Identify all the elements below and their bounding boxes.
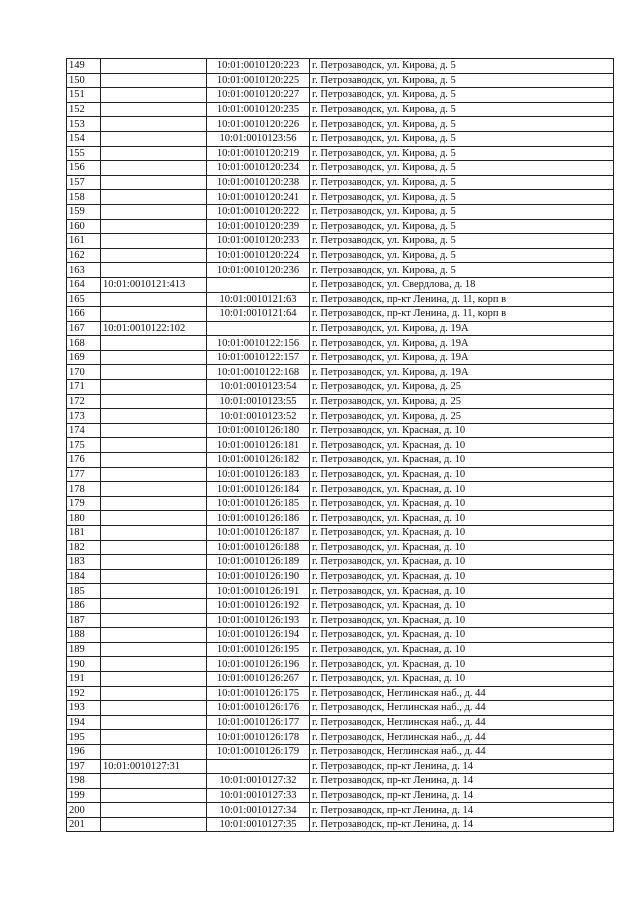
table-row bbox=[67, 59, 614, 74]
parent-cadastral-number-cell bbox=[101, 715, 207, 730]
table-row bbox=[67, 817, 614, 832]
table-row bbox=[67, 350, 614, 365]
row-number-cell: 186 bbox=[67, 598, 101, 613]
cadastral-number-cell: 10:01:0010123:54 bbox=[207, 380, 310, 395]
parent-cadastral-number-cell bbox=[101, 671, 207, 686]
address-cell: г. Петрозаводск, ул. Кирова, д. 25 bbox=[310, 409, 614, 424]
parent-cadastral-number-cell bbox=[101, 817, 207, 832]
cadastral-number-cell: 10:01:0010123:55 bbox=[207, 394, 310, 409]
cadastral-number-cell: 10:01:0010127:34 bbox=[207, 803, 310, 818]
table-row bbox=[67, 496, 614, 511]
cadastral-number-cell: 10:01:0010122:157 bbox=[207, 350, 310, 365]
row-number-cell: 154 bbox=[67, 131, 101, 146]
cadastral-number-cell: 10:01:0010126:180 bbox=[207, 423, 310, 438]
parent-cadastral-number-cell bbox=[101, 59, 207, 74]
table-row bbox=[67, 102, 614, 117]
parent-cadastral-number-cell bbox=[101, 336, 207, 351]
row-number-cell: 183 bbox=[67, 555, 101, 570]
parent-cadastral-number-cell bbox=[101, 613, 207, 628]
address-cell: г. Петрозаводск, ул. Кирова, д. 5 bbox=[310, 102, 614, 117]
address-cell: г. Петрозаводск, ул. Свердлова, д. 18 bbox=[310, 277, 614, 292]
cadastral-number-cell: 10:01:0010126:193 bbox=[207, 613, 310, 628]
cadastral-number-cell bbox=[207, 321, 310, 336]
parent-cadastral-number-cell bbox=[101, 598, 207, 613]
address-cell: г. Петрозаводск, пр-кт Ленина, д. 14 bbox=[310, 774, 614, 789]
cadastral-number-cell: 10:01:0010120:234 bbox=[207, 161, 310, 176]
row-number-cell: 164 bbox=[67, 277, 101, 292]
address-cell: г. Петрозаводск, ул. Кирова, д. 19А bbox=[310, 336, 614, 351]
cadastral-number-cell: 10:01:0010127:33 bbox=[207, 788, 310, 803]
table-row bbox=[67, 598, 614, 613]
table-row bbox=[67, 715, 614, 730]
parent-cadastral-number-cell bbox=[101, 409, 207, 424]
address-cell: г. Петрозаводск, ул. Кирова, д. 25 bbox=[310, 380, 614, 395]
address-cell: г. Петрозаводск, ул. Красная, д. 10 bbox=[310, 642, 614, 657]
row-number-cell: 199 bbox=[67, 788, 101, 803]
row-number-cell: 151 bbox=[67, 88, 101, 103]
parent-cadastral-number-cell: 10:01:0010122:102 bbox=[101, 321, 207, 336]
row-number-cell: 174 bbox=[67, 423, 101, 438]
table-row bbox=[67, 88, 614, 103]
address-cell: г. Петрозаводск, ул. Кирова, д. 5 bbox=[310, 234, 614, 249]
cadastral-number-cell: 10:01:0010126:188 bbox=[207, 540, 310, 555]
cadastral-number-cell: 10:01:0010126:183 bbox=[207, 467, 310, 482]
table-row bbox=[67, 394, 614, 409]
registry-table-body bbox=[67, 59, 614, 832]
table-row bbox=[67, 438, 614, 453]
row-number-cell: 159 bbox=[67, 204, 101, 219]
parent-cadastral-number-cell bbox=[101, 161, 207, 176]
cadastral-number-cell: 10:01:0010126:184 bbox=[207, 482, 310, 497]
address-cell: г. Петрозаводск, ул. Кирова, д. 5 bbox=[310, 161, 614, 176]
row-number-cell: 156 bbox=[67, 161, 101, 176]
parent-cadastral-number-cell bbox=[101, 248, 207, 263]
cadastral-number-cell: 10:01:0010126:186 bbox=[207, 511, 310, 526]
table-row bbox=[67, 540, 614, 555]
cadastral-number-cell: 10:01:0010120:236 bbox=[207, 263, 310, 278]
cadastral-number-cell: 10:01:0010126:192 bbox=[207, 598, 310, 613]
address-cell: г. Петрозаводск, ул. Красная, д. 10 bbox=[310, 423, 614, 438]
table-row bbox=[67, 248, 614, 263]
address-cell: г. Петрозаводск, Неглинская наб., д. 44 bbox=[310, 715, 614, 730]
parent-cadastral-number-cell bbox=[101, 234, 207, 249]
cadastral-registry-table bbox=[66, 58, 614, 832]
parent-cadastral-number-cell bbox=[101, 526, 207, 541]
row-number-cell: 165 bbox=[67, 292, 101, 307]
address-cell: г. Петрозаводск, ул. Кирова, д. 5 bbox=[310, 204, 614, 219]
table-row bbox=[67, 131, 614, 146]
parent-cadastral-number-cell bbox=[101, 307, 207, 322]
parent-cadastral-number-cell bbox=[101, 190, 207, 205]
cadastral-number-cell: 10:01:0010126:176 bbox=[207, 701, 310, 716]
cadastral-number-cell: 10:01:0010127:35 bbox=[207, 817, 310, 832]
address-cell: г. Петрозаводск, ул. Кирова, д. 19А bbox=[310, 365, 614, 380]
row-number-cell: 193 bbox=[67, 701, 101, 716]
table-row bbox=[67, 613, 614, 628]
row-number-cell: 192 bbox=[67, 686, 101, 701]
parent-cadastral-number-cell bbox=[101, 102, 207, 117]
address-cell: г. Петрозаводск, ул. Красная, д. 10 bbox=[310, 555, 614, 570]
table-row bbox=[67, 730, 614, 745]
table-row bbox=[67, 453, 614, 468]
row-number-cell: 177 bbox=[67, 467, 101, 482]
table-row bbox=[67, 526, 614, 541]
address-cell: г. Петрозаводск, ул. Кирова, д. 5 bbox=[310, 117, 614, 132]
address-cell: г. Петрозаводск, ул. Кирова, д. 5 bbox=[310, 248, 614, 263]
address-cell: г. Петрозаводск, ул. Кирова, д. 5 bbox=[310, 175, 614, 190]
address-cell: г. Петрозаводск, Неглинская наб., д. 44 bbox=[310, 686, 614, 701]
table-row bbox=[67, 73, 614, 88]
cadastral-number-cell: 10:01:0010120:233 bbox=[207, 234, 310, 249]
cadastral-number-cell: 10:01:0010126:196 bbox=[207, 657, 310, 672]
table-row bbox=[67, 336, 614, 351]
parent-cadastral-number-cell bbox=[101, 496, 207, 511]
row-number-cell: 185 bbox=[67, 584, 101, 599]
address-cell: г. Петрозаводск, Неглинская наб., д. 44 bbox=[310, 744, 614, 759]
table-row bbox=[67, 219, 614, 234]
row-number-cell: 175 bbox=[67, 438, 101, 453]
address-cell: г. Петрозаводск, ул. Кирова, д. 19А bbox=[310, 321, 614, 336]
row-number-cell: 188 bbox=[67, 628, 101, 643]
table-row bbox=[67, 642, 614, 657]
row-number-cell: 173 bbox=[67, 409, 101, 424]
address-cell: г. Петрозаводск, ул. Красная, д. 10 bbox=[310, 613, 614, 628]
parent-cadastral-number-cell bbox=[101, 453, 207, 468]
cadastral-number-cell: 10:01:0010127:32 bbox=[207, 774, 310, 789]
cadastral-number-cell: 10:01:0010126:194 bbox=[207, 628, 310, 643]
table-row bbox=[67, 657, 614, 672]
parent-cadastral-number-cell bbox=[101, 350, 207, 365]
cadastral-number-cell: 10:01:0010120:225 bbox=[207, 73, 310, 88]
address-cell: г. Петрозаводск, ул. Кирова, д. 5 bbox=[310, 219, 614, 234]
cadastral-number-cell bbox=[207, 277, 310, 292]
row-number-cell: 189 bbox=[67, 642, 101, 657]
cadastral-number-cell: 10:01:0010122:156 bbox=[207, 336, 310, 351]
cadastral-number-cell: 10:01:0010126:175 bbox=[207, 686, 310, 701]
cadastral-number-cell: 10:01:0010120:226 bbox=[207, 117, 310, 132]
address-cell: г. Петрозаводск, пр-кт Ленина, д. 14 bbox=[310, 817, 614, 832]
row-number-cell: 157 bbox=[67, 175, 101, 190]
cadastral-number-cell: 10:01:0010126:195 bbox=[207, 642, 310, 657]
cadastral-number-cell: 10:01:0010120:241 bbox=[207, 190, 310, 205]
table-row bbox=[67, 555, 614, 570]
cadastral-number-cell: 10:01:0010126:191 bbox=[207, 584, 310, 599]
parent-cadastral-number-cell bbox=[101, 511, 207, 526]
row-number-cell: 197 bbox=[67, 759, 101, 774]
parent-cadastral-number-cell: 10:01:0010121:413 bbox=[101, 277, 207, 292]
cadastral-number-cell: 10:01:0010126:267 bbox=[207, 671, 310, 686]
address-cell: г. Петрозаводск, ул. Кирова, д. 5 bbox=[310, 88, 614, 103]
parent-cadastral-number-cell bbox=[101, 657, 207, 672]
row-number-cell: 200 bbox=[67, 803, 101, 818]
address-cell: г. Петрозаводск, ул. Красная, д. 10 bbox=[310, 540, 614, 555]
table-row bbox=[67, 511, 614, 526]
parent-cadastral-number-cell bbox=[101, 394, 207, 409]
table-row bbox=[67, 569, 614, 584]
address-cell: г. Петрозаводск, ул. Кирова, д. 5 bbox=[310, 263, 614, 278]
address-cell: г. Петрозаводск, пр-кт Ленина, д. 14 bbox=[310, 788, 614, 803]
address-cell: г. Петрозаводск, пр-кт Ленина, д. 14 bbox=[310, 759, 614, 774]
address-cell: г. Петрозаводск, ул. Кирова, д. 5 bbox=[310, 131, 614, 146]
parent-cadastral-number-cell bbox=[101, 686, 207, 701]
row-number-cell: 171 bbox=[67, 380, 101, 395]
parent-cadastral-number-cell bbox=[101, 584, 207, 599]
cadastral-number-cell: 10:01:0010123:52 bbox=[207, 409, 310, 424]
row-number-cell: 153 bbox=[67, 117, 101, 132]
table-row bbox=[67, 774, 614, 789]
cadastral-number-cell: 10:01:0010120:223 bbox=[207, 59, 310, 74]
table-row bbox=[67, 701, 614, 716]
cadastral-number-cell bbox=[207, 759, 310, 774]
parent-cadastral-number-cell bbox=[101, 131, 207, 146]
table-row bbox=[67, 467, 614, 482]
parent-cadastral-number-cell bbox=[101, 555, 207, 570]
row-number-cell: 169 bbox=[67, 350, 101, 365]
table-row bbox=[67, 423, 614, 438]
address-cell: г. Петрозаводск, ул. Красная, д. 10 bbox=[310, 569, 614, 584]
parent-cadastral-number-cell bbox=[101, 467, 207, 482]
row-number-cell: 161 bbox=[67, 234, 101, 249]
address-cell: г. Петрозаводск, ул. Красная, д. 10 bbox=[310, 453, 614, 468]
cadastral-number-cell: 10:01:0010126:179 bbox=[207, 744, 310, 759]
address-cell: г. Петрозаводск, ул. Кирова, д. 5 bbox=[310, 73, 614, 88]
table-row bbox=[67, 744, 614, 759]
cadastral-number-cell: 10:01:0010126:187 bbox=[207, 526, 310, 541]
table-row bbox=[67, 292, 614, 307]
parent-cadastral-number-cell bbox=[101, 380, 207, 395]
cadastral-number-cell: 10:01:0010120:239 bbox=[207, 219, 310, 234]
address-cell: г. Петрозаводск, пр-кт Ленина, д. 14 bbox=[310, 803, 614, 818]
row-number-cell: 178 bbox=[67, 482, 101, 497]
parent-cadastral-number-cell bbox=[101, 146, 207, 161]
row-number-cell: 198 bbox=[67, 774, 101, 789]
parent-cadastral-number-cell bbox=[101, 803, 207, 818]
address-cell: г. Петрозаводск, ул. Красная, д. 10 bbox=[310, 482, 614, 497]
parent-cadastral-number-cell bbox=[101, 365, 207, 380]
address-cell: г. Петрозаводск, ул. Красная, д. 10 bbox=[310, 438, 614, 453]
parent-cadastral-number-cell bbox=[101, 774, 207, 789]
parent-cadastral-number-cell bbox=[101, 292, 207, 307]
row-number-cell: 194 bbox=[67, 715, 101, 730]
parent-cadastral-number-cell bbox=[101, 701, 207, 716]
address-cell: г. Петрозаводск, ул. Красная, д. 10 bbox=[310, 511, 614, 526]
table-row bbox=[67, 584, 614, 599]
table-row bbox=[67, 482, 614, 497]
table-row bbox=[67, 263, 614, 278]
table-row bbox=[67, 321, 614, 336]
address-cell: г. Петрозаводск, ул. Красная, д. 10 bbox=[310, 584, 614, 599]
row-number-cell: 176 bbox=[67, 453, 101, 468]
cadastral-number-cell: 10:01:0010126:181 bbox=[207, 438, 310, 453]
parent-cadastral-number-cell bbox=[101, 730, 207, 745]
row-number-cell: 163 bbox=[67, 263, 101, 278]
table-row bbox=[67, 788, 614, 803]
row-number-cell: 162 bbox=[67, 248, 101, 263]
parent-cadastral-number-cell bbox=[101, 438, 207, 453]
address-cell: г. Петрозаводск, ул. Кирова, д. 19А bbox=[310, 350, 614, 365]
row-number-cell: 190 bbox=[67, 657, 101, 672]
row-number-cell: 149 bbox=[67, 59, 101, 74]
row-number-cell: 201 bbox=[67, 817, 101, 832]
cadastral-number-cell: 10:01:0010126:178 bbox=[207, 730, 310, 745]
row-number-cell: 179 bbox=[67, 496, 101, 511]
parent-cadastral-number-cell bbox=[101, 788, 207, 803]
row-number-cell: 166 bbox=[67, 307, 101, 322]
address-cell: г. Петрозаводск, ул. Красная, д. 10 bbox=[310, 496, 614, 511]
parent-cadastral-number-cell bbox=[101, 423, 207, 438]
cadastral-number-cell: 10:01:0010121:63 bbox=[207, 292, 310, 307]
table-row bbox=[67, 307, 614, 322]
table-row bbox=[67, 409, 614, 424]
parent-cadastral-number-cell bbox=[101, 204, 207, 219]
row-number-cell: 170 bbox=[67, 365, 101, 380]
parent-cadastral-number-cell bbox=[101, 73, 207, 88]
address-cell: г. Петрозаводск, ул. Красная, д. 10 bbox=[310, 526, 614, 541]
address-cell: г. Петрозаводск, Неглинская наб., д. 44 bbox=[310, 701, 614, 716]
address-cell: г. Петрозаводск, Неглинская наб., д. 44 bbox=[310, 730, 614, 745]
parent-cadastral-number-cell bbox=[101, 263, 207, 278]
row-number-cell: 152 bbox=[67, 102, 101, 117]
cadastral-number-cell: 10:01:0010120:238 bbox=[207, 175, 310, 190]
row-number-cell: 181 bbox=[67, 526, 101, 541]
parent-cadastral-number-cell bbox=[101, 482, 207, 497]
address-cell: г. Петрозаводск, ул. Красная, д. 10 bbox=[310, 657, 614, 672]
row-number-cell: 184 bbox=[67, 569, 101, 584]
row-number-cell: 180 bbox=[67, 511, 101, 526]
table-row bbox=[67, 277, 614, 292]
row-number-cell: 155 bbox=[67, 146, 101, 161]
address-cell: г. Петрозаводск, ул. Кирова, д. 5 bbox=[310, 190, 614, 205]
row-number-cell: 150 bbox=[67, 73, 101, 88]
table-row bbox=[67, 759, 614, 774]
parent-cadastral-number-cell bbox=[101, 642, 207, 657]
cadastral-number-cell: 10:01:0010120:227 bbox=[207, 88, 310, 103]
parent-cadastral-number-cell bbox=[101, 628, 207, 643]
cadastral-number-cell: 10:01:0010120:219 bbox=[207, 146, 310, 161]
cadastral-number-cell: 10:01:0010122:168 bbox=[207, 365, 310, 380]
row-number-cell: 195 bbox=[67, 730, 101, 745]
address-cell: г. Петрозаводск, пр-кт Ленина, д. 11, корп в bbox=[310, 307, 614, 322]
address-cell: г. Петрозаводск, пр-кт Ленина, д. 11, корп в bbox=[310, 292, 614, 307]
row-number-cell: 187 bbox=[67, 613, 101, 628]
parent-cadastral-number-cell bbox=[101, 569, 207, 584]
row-number-cell: 158 bbox=[67, 190, 101, 205]
parent-cadastral-number-cell bbox=[101, 540, 207, 555]
table-row bbox=[67, 146, 614, 161]
table-row bbox=[67, 117, 614, 132]
parent-cadastral-number-cell: 10:01:0010127:31 bbox=[101, 759, 207, 774]
address-cell: г. Петрозаводск, ул. Кирова, д. 25 bbox=[310, 394, 614, 409]
cadastral-number-cell: 10:01:0010120:222 bbox=[207, 204, 310, 219]
row-number-cell: 172 bbox=[67, 394, 101, 409]
table-row bbox=[67, 175, 614, 190]
row-number-cell: 160 bbox=[67, 219, 101, 234]
cadastral-number-cell: 10:01:0010123:56 bbox=[207, 131, 310, 146]
cadastral-number-cell: 10:01:0010126:177 bbox=[207, 715, 310, 730]
table-row bbox=[67, 161, 614, 176]
parent-cadastral-number-cell bbox=[101, 175, 207, 190]
address-cell: г. Петрозаводск, ул. Красная, д. 10 bbox=[310, 628, 614, 643]
table-row bbox=[67, 803, 614, 818]
row-number-cell: 182 bbox=[67, 540, 101, 555]
address-cell: г. Петрозаводск, ул. Красная, д. 10 bbox=[310, 467, 614, 482]
table-row bbox=[67, 671, 614, 686]
parent-cadastral-number-cell bbox=[101, 744, 207, 759]
cadastral-number-cell: 10:01:0010126:189 bbox=[207, 555, 310, 570]
cadastral-number-cell: 10:01:0010126:182 bbox=[207, 453, 310, 468]
table-row bbox=[67, 204, 614, 219]
address-cell: г. Петрозаводск, ул. Красная, д. 10 bbox=[310, 671, 614, 686]
table-row bbox=[67, 380, 614, 395]
row-number-cell: 167 bbox=[67, 321, 101, 336]
cadastral-number-cell: 10:01:0010120:235 bbox=[207, 102, 310, 117]
table-row bbox=[67, 628, 614, 643]
cadastral-number-cell: 10:01:0010120:224 bbox=[207, 248, 310, 263]
row-number-cell: 191 bbox=[67, 671, 101, 686]
address-cell: г. Петрозаводск, ул. Красная, д. 10 bbox=[310, 598, 614, 613]
table-row bbox=[67, 234, 614, 249]
table-row bbox=[67, 686, 614, 701]
parent-cadastral-number-cell bbox=[101, 219, 207, 234]
cadastral-number-cell: 10:01:0010121:64 bbox=[207, 307, 310, 322]
table-row bbox=[67, 190, 614, 205]
address-cell: г. Петрозаводск, ул. Кирова, д. 5 bbox=[310, 146, 614, 161]
row-number-cell: 168 bbox=[67, 336, 101, 351]
address-cell: г. Петрозаводск, ул. Кирова, д. 5 bbox=[310, 59, 614, 74]
parent-cadastral-number-cell bbox=[101, 88, 207, 103]
cadastral-number-cell: 10:01:0010126:190 bbox=[207, 569, 310, 584]
cadastral-number-cell: 10:01:0010126:185 bbox=[207, 496, 310, 511]
parent-cadastral-number-cell bbox=[101, 117, 207, 132]
table-row bbox=[67, 365, 614, 380]
row-number-cell: 196 bbox=[67, 744, 101, 759]
